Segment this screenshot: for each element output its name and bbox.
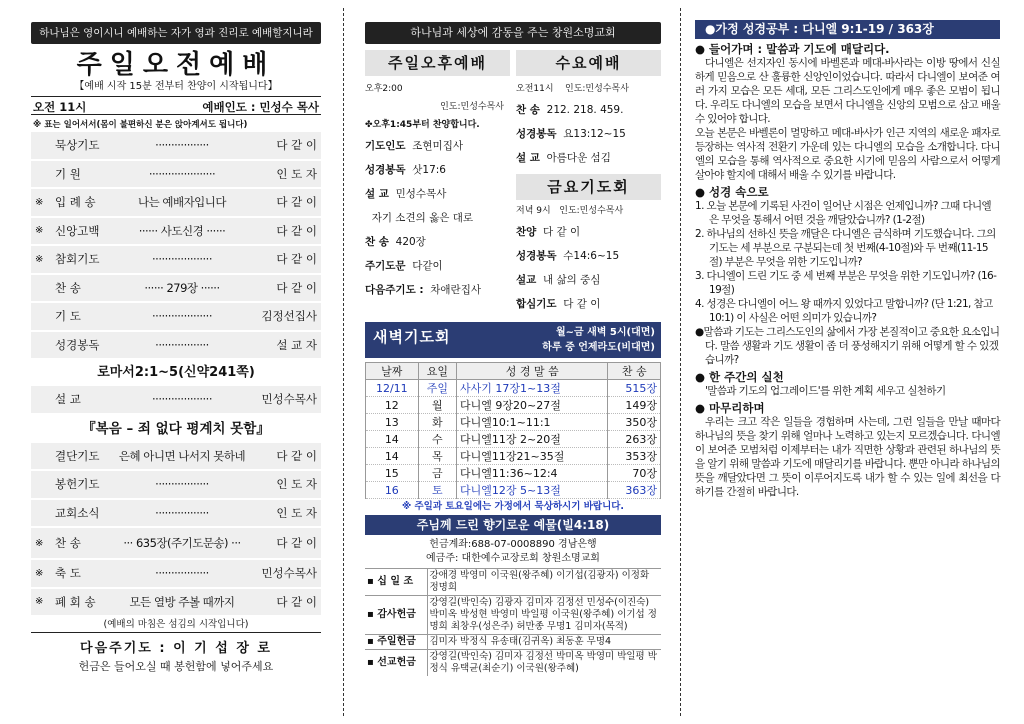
offering-instruction: 헌금은 들어오실 때 봉헌함에 넣어주세요 — [78, 660, 274, 673]
order-content: ··· 635장(주기도문송) ··· — [123, 536, 241, 550]
order-row — [31, 386, 321, 413]
order-content: ················· — [155, 337, 209, 352]
order-responsible: 인 도 자 — [276, 477, 317, 492]
sunday-afternoon-service — [365, 44, 510, 316]
order-list-2 — [31, 443, 321, 527]
order-mark: ※ — [35, 567, 44, 579]
order-content: ··················· — [152, 252, 212, 267]
service-item-value: 조현미집사 — [412, 140, 463, 152]
order-mark: ※ — [35, 253, 44, 265]
study-question: 1. 오늘 본문에 기록된 사건이 일어난 시점은 언제입니까? 그때 다니엘은 무엇을 통해서 어떤 것을 깨달았습니까? (1-2절) — [695, 200, 992, 226]
study-question: 3. 다니엘이 드린 기도 중 세 번째 부분은 무엇을 위한 기도입니까? (16-19절) — [695, 270, 997, 296]
order-responsible: 김정선집사 — [261, 309, 317, 324]
order-content: ····················· — [148, 166, 216, 181]
schedule-hymn: 353장 — [608, 448, 661, 465]
order-row — [31, 560, 321, 587]
schedule-passage: 사사기 17장1~13절 — [457, 380, 608, 397]
offering-account: 헌금계좌:688-07-0008890 경남은행 — [429, 539, 597, 550]
intro-heading: ● 들어가며 : 말씀과 기도에 매달리다. — [695, 42, 890, 56]
schedule-day: 토 — [418, 482, 456, 499]
column-divider — [680, 8, 681, 716]
service-item-value: 삿17:6 — [412, 164, 446, 176]
schedule-passage: 다니엘11장21~35절 — [457, 448, 608, 465]
midweek-services — [516, 44, 661, 316]
offering-holder: 예금주: 대한예수교장로회 창원소명교회 — [426, 553, 600, 564]
friday-time-row — [516, 202, 661, 220]
order-name: 기 도 — [55, 309, 81, 324]
offering-type: ▪ 주일헌금 — [365, 635, 427, 650]
service-item-value: 212. 218. 459. — [546, 104, 624, 116]
service-item-label: 찬 송 — [365, 236, 389, 248]
service-item-value: 다 같 이 — [542, 226, 581, 238]
service-item-value: 다 같 이 — [563, 298, 601, 310]
sermon-title: 『복음 – 죄 없다 평계치 못함』 — [82, 420, 270, 437]
schedule-date: 12 — [366, 397, 419, 414]
order-name: 입 례 송 — [55, 195, 96, 210]
order-name: 폐 회 송 — [55, 594, 96, 609]
schedule-row — [366, 482, 661, 499]
offering-type: ▪ 선교헌금 — [365, 650, 427, 677]
schedule-passage: 다니엘11:36~12:4 — [457, 465, 608, 482]
service-item-label: 성경봉독 — [365, 164, 406, 176]
schedule-row — [366, 431, 661, 448]
order-row — [31, 132, 321, 159]
schedule-row — [366, 414, 661, 431]
order-name: 기 원 — [55, 166, 81, 181]
order-row — [31, 589, 321, 616]
schedule-row — [366, 465, 661, 482]
schedule-header-cell: 요일 — [418, 363, 456, 380]
practice-heading: ● 한 주간의 실천 — [695, 370, 784, 384]
order-content: ······ 사도신경 ······ — [138, 223, 226, 238]
order-responsible: 다 같 이 — [276, 594, 317, 609]
service-item-label: 다음주기도 : — [365, 284, 424, 296]
wednesday-time-row — [516, 80, 661, 98]
schedule-day: 월 — [418, 397, 456, 414]
dawn-schedule-table — [365, 362, 661, 499]
service-item — [365, 158, 510, 182]
dawn-title: 새벽기도회 — [373, 328, 451, 346]
dawn-prayer-header — [365, 322, 661, 358]
sunday-pm-leader: 인도:민성수목사 — [440, 102, 504, 112]
offering-table — [365, 568, 661, 676]
order-row — [31, 303, 321, 330]
order-name: 교회소식 — [55, 505, 100, 520]
order-row — [31, 161, 321, 188]
order-name: 결단기도 — [55, 448, 100, 463]
service-item-label: 성경봉독 — [516, 250, 557, 262]
order-name: 봉헌기도 — [55, 477, 100, 492]
order-row — [31, 275, 321, 302]
schedule-row — [366, 448, 661, 465]
order-responsible: 민성수목사 — [261, 392, 317, 407]
offering-names: 강영길(박인숙) 김미자 김정선 박미옥 박영미 박일평 박정식 유택균(최순기) 이국원(왕주혜) — [427, 650, 661, 677]
order-content: ················· — [155, 505, 209, 520]
wednesday-time: 오전11시 — [516, 84, 554, 94]
offering-row — [365, 650, 661, 677]
next-week-prayer: 다음주기도 : 이 기 섭 장 로 — [80, 641, 272, 656]
order-mark: ※ — [35, 196, 44, 208]
service-item — [365, 182, 510, 206]
schedule-date: 16 — [366, 482, 419, 499]
schedule-hymn: 515장 — [608, 380, 661, 397]
scripture-banner: 하나님은 영이시니 예배하는 자가 영과 진리로 예배할지니라 — [31, 22, 321, 44]
order-row — [31, 471, 321, 498]
scripture-reference: 로마서2:1~5(신약241쪽) — [97, 365, 255, 380]
service-item-label: 설 교 — [365, 188, 389, 200]
wednesday-title: 수요예배 — [516, 50, 661, 76]
order-responsible: 인 도 자 — [276, 505, 317, 520]
service-item — [516, 244, 661, 268]
schedule-row — [366, 397, 661, 414]
order-name: 축 도 — [55, 566, 81, 581]
service-item-label: 합심기도 — [516, 298, 557, 310]
order-row — [31, 246, 321, 273]
practice-paragraph: '말씀과 기도의 업그레이드'를 위한 계획 세우고 실천하기 — [705, 385, 946, 397]
service-item — [516, 98, 661, 122]
sunday-pm-title: 주일오후예배 — [365, 50, 510, 76]
schedule-header-cell: 찬 송 — [608, 363, 661, 380]
service-item-value: 420장 — [395, 236, 426, 248]
schedule-passage: 다니엘 9장20~27절 — [457, 397, 608, 414]
morning-service-column — [31, 22, 321, 674]
order-row — [31, 443, 321, 470]
offering-row — [365, 635, 661, 650]
schedule-passage: 다니엘10:1~11:1 — [457, 414, 608, 431]
order-name: 신앙고백 — [55, 223, 100, 238]
order-responsible: 다 같 이 — [276, 138, 317, 153]
order-responsible: 인 도 자 — [276, 166, 317, 181]
sunday-pm-note: ✤오후1:45부터 찬양합니다. — [365, 120, 480, 130]
home-study-column — [695, 20, 1000, 499]
praise-note: 【예배 시작 15분 전부터 찬양이 시작됩니다】 — [74, 81, 278, 92]
order-name: 찬 송 — [55, 280, 81, 295]
service-time: 오전 11시 — [33, 100, 87, 114]
page-title: 주일오전예배 — [76, 50, 276, 80]
order-content: ······ 279장 ······ — [144, 280, 220, 295]
schedule-passage: 다니엘12장 5~13절 — [457, 482, 608, 499]
closing-note: (예배의 마침은 섬김의 시작입니다) — [31, 617, 321, 633]
offering-title: 주님께 드린 향기로운 예물(빌4:18) — [365, 515, 661, 535]
order-name: 참회기도 — [55, 252, 100, 267]
order-responsible: 다 같 이 — [276, 252, 317, 267]
schedule-day: 목 — [418, 448, 456, 465]
service-item — [516, 146, 661, 170]
service-item — [365, 254, 510, 278]
schedule-hymn: 263장 — [608, 431, 661, 448]
order-mark: ※ — [35, 225, 44, 237]
schedule-hymn: 70장 — [608, 465, 661, 482]
service-item-label: 찬양 — [516, 226, 537, 238]
service-item-label: 성경봉독 — [516, 128, 557, 140]
sunday-pm-time: 오후2:00 — [365, 84, 403, 94]
order-content: ················· — [155, 477, 209, 492]
schedule-note: ※ 주일과 토요일에는 가정에서 묵상하시기 바랍니다. — [401, 501, 625, 512]
service-item-value: 아름다운 섬김 — [546, 152, 611, 164]
service-item — [365, 206, 510, 230]
order-responsible: 다 같 이 — [276, 536, 317, 550]
order-responsible: 설 교 자 — [276, 337, 317, 352]
order-responsible: 다 같 이 — [276, 280, 317, 295]
service-item-value: 다같이 — [412, 260, 443, 272]
schedule-day: 화 — [418, 414, 456, 431]
order-responsible: 다 같 이 — [276, 448, 317, 463]
schedule-date: 15 — [366, 465, 419, 482]
church-banner: 하나님과 세상에 감동을 주는 창원소명교회 — [365, 22, 661, 44]
service-item — [516, 292, 661, 316]
offering-names: 강영길(박인숙) 김광자 김미자 김정선 민성수(이진숙) 박미옥 박성현 박영미 박일평 이국원(왕주혜) 이기섭 정명희 최창우(성은주) 허만종 무명1 김미자(목적) — [427, 596, 661, 635]
offering-type: ▪ 십 일 조 — [365, 569, 427, 596]
service-item — [516, 268, 661, 292]
sermon-row-wrap — [31, 386, 321, 413]
order-content: 은혜 아니면 나서지 못하네 — [118, 448, 246, 463]
schedule-header-cell: 성 경 말 씀 — [457, 363, 608, 380]
service-item-label: 설 교 — [516, 152, 540, 164]
schedule-day: 수 — [418, 431, 456, 448]
schedule-day: 금 — [418, 465, 456, 482]
service-item — [365, 278, 510, 302]
column-divider — [343, 8, 344, 716]
order-name: 묵상기도 — [55, 138, 100, 153]
offering-type: ▪ 감사헌금 — [365, 596, 427, 635]
order-content: ················· — [155, 566, 209, 581]
service-item — [516, 220, 661, 244]
order-row — [31, 528, 321, 558]
order-row — [31, 332, 321, 359]
service-item-label: 찬 송 — [516, 104, 540, 116]
intro-paragraph-1: 다니엘은 선지자인 동시에 바벨론과 메대-바사라는 이방 땅에서 신실하게 믿음으로 산 훌륭한 신앙인이었습니다. 따라서 다니엘이 보여준 여러 가지 모습은 모든 세대, 모든 그리스도인에게 매우 좋은 모범이 됩니다. 우리도 다니엘의 모습을 보면서 다니엘을 신앙의 모범으로 삼고 배울 수 있어야 합니다. — [695, 57, 1000, 125]
service-item-value: 민성수목사 — [395, 188, 447, 200]
closing-paragraph: 우리는 크고 작은 일들을 경험하며 사는데, 그런 일들을 만날 때마다 하나님의 뜻을 찾기 위해 얼마나 노력하고 있는지 모르겠습니다. 다니엘이 보여준 모범처럼 이제부터는 내가 직면한 상황과 관련된 하나님의 뜻을 알기 위해 말씀과 기도에 매달리기를 바랍니다. 뿐만 아니라 하나님의 뜻을 깨달았다면 그 뜻이 이루어지도록 내가 할 수 있는 일에 최선을 다하기를 간절히 바랍니다. — [695, 416, 1000, 498]
friday-leader: 인도:민성수목사 — [559, 206, 624, 216]
dawn-time-1: 월~금 새벽 5시(대면) — [555, 327, 655, 338]
service-item — [365, 134, 510, 158]
schedule-hymn: 363장 — [608, 482, 661, 499]
service-item — [365, 230, 510, 254]
service-leader: 예배인도 : 민성수 목사 — [202, 100, 319, 114]
bible-heading: ● 성경 속으로 — [695, 185, 769, 199]
service-item-value: 요13:12~15 — [563, 128, 626, 140]
offering-row — [365, 569, 661, 596]
schedule-header-cell: 날짜 — [366, 363, 419, 380]
schedule-day: 주일 — [418, 380, 456, 397]
schedule-hymn: 149장 — [608, 397, 661, 414]
order-content: 모든 열방 주볼 때까지 — [129, 594, 235, 609]
service-item — [516, 122, 661, 146]
service-item-value: 차애란집사 — [430, 284, 481, 296]
order-responsible: 다 같 이 — [276, 195, 317, 210]
offering-row — [365, 596, 661, 635]
order-row — [31, 500, 321, 527]
schedule-date: 12/11 — [366, 380, 419, 397]
wednesday-leader: 인도:민성수목사 — [565, 84, 629, 94]
order-list-3 — [31, 560, 321, 615]
service-info-row — [31, 96, 321, 115]
order-responsible: 다 같 이 — [276, 223, 317, 238]
order-name: 설 교 — [55, 392, 81, 407]
order-row — [31, 189, 321, 216]
dawn-time-2: 하루 중 언제라도(비대면) — [542, 342, 655, 353]
order-content: 나는 예배자입니다 — [137, 195, 227, 210]
schedule-row — [366, 380, 661, 397]
schedule-date: 13 — [366, 414, 419, 431]
dawn-times — [542, 325, 655, 355]
schedule-date: 14 — [366, 431, 419, 448]
order-mark: ※ — [35, 596, 44, 608]
closing-heading: ● 마무리하며 — [695, 401, 765, 415]
order-content: ················· — [155, 138, 209, 153]
offering-names: 김미자 박정식 유송태(김귀옥) 최동훈 무명4 — [427, 635, 661, 650]
friday-title: 금요기도회 — [516, 174, 661, 200]
offering-names: 강애경 박영미 이국원(왕주혜) 이기섭(김광자) 이정화 정명희 — [427, 569, 661, 596]
services-column — [365, 22, 661, 676]
friday-time: 저녁 9시 — [516, 206, 551, 216]
service-item-value: 수14:6~15 — [563, 250, 620, 262]
order-content: ··················· — [152, 392, 212, 407]
order-content: ··················· — [152, 309, 212, 324]
service-item-value: 내 삶의 중심 — [542, 274, 601, 286]
service-item-label: 기도인도 — [365, 140, 406, 152]
order-name: 찬 송 — [55, 536, 81, 550]
order-row — [31, 218, 321, 245]
hymn-row-wrap — [31, 528, 321, 558]
study-header: ●가정 성경공부 : 다니엘 9:1-19 / 363장 — [695, 20, 1000, 39]
order-list — [31, 132, 321, 358]
order-responsible: 민성수목사 — [261, 566, 317, 581]
service-item-label: 설교 — [516, 274, 537, 286]
order-name: 성경봉독 — [55, 337, 100, 352]
reflection-paragraph: ●말씀과 기도는 그리스도인의 삶에서 가장 본질적이고 중요한 요소입니다. 말씀 생활과 기도 생활이 좀 더 풍성해지기 위해 어떻게 할 수 있겠습니까? — [695, 326, 1000, 366]
schedule-date: 14 — [366, 448, 419, 465]
study-question: 2. 하나님의 선하신 뜻을 깨달은 다니엘은 금식하며 기도했습니다. 그의 기도는 세 부분으로 구분되는데 첫 번째(4-10절)와 두 번째(11-15절) 부분은 무엇을 위한 기도입니까? — [695, 228, 996, 268]
intro-paragraph-2: 오늘 본문은 바벨론이 멸망하고 메대-바사가 인근 지역의 새로운 패자로 등장하는 역사적 전환기 가운데 있는 다니엘의 모습을 소개합니다. 다니엘의 모습을 통해 역사적으로 중요한 시기에 믿음의 사람으로서 어떻게 살아야 할지에 대해서 배울 수 있기를 바랍니다. — [695, 127, 1000, 181]
study-question: 4. 성경은 다니엘이 어느 왕 때까지 있었다고 말합니까? (단 1:21, 참고 10:1) 이 사실은 어떤 의미가 있습니까? — [695, 298, 993, 324]
schedule-hymn: 350장 — [608, 414, 661, 431]
order-mark: ※ — [35, 537, 44, 549]
schedule-passage: 다니엘11장 2~20절 — [457, 431, 608, 448]
service-item-value: 자기 소견의 옳은 대로 — [371, 212, 473, 224]
standing-note: ※ 표는 일어서서(몸이 불편하신 분은 앉아계셔도 됩니다) — [33, 120, 248, 130]
service-item-label: 주기도문 — [365, 260, 406, 272]
